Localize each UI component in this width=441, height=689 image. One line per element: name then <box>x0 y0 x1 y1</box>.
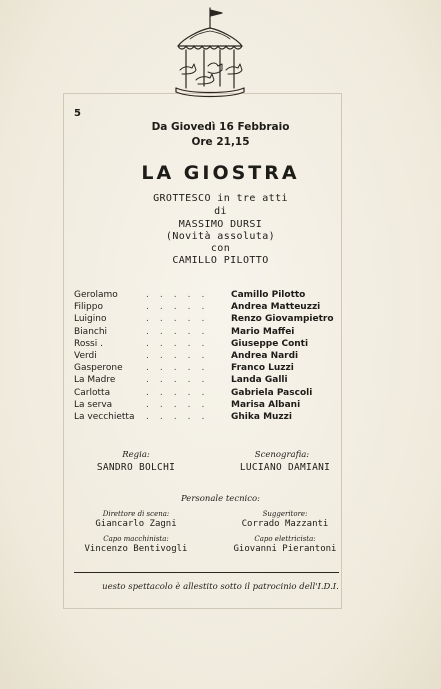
cast-dots: ..... <box>146 338 216 349</box>
footer-divider <box>74 572 339 573</box>
carousel-icon <box>170 4 250 100</box>
cast-list <box>74 290 344 424</box>
cast-role: Filippo <box>74 302 103 313</box>
cast-actor: Giuseppe Conti <box>231 338 309 349</box>
play-title: LA GIOSTRA <box>141 162 300 184</box>
direttore-label: Direttore di scena: <box>102 510 170 518</box>
cast-row <box>74 339 344 351</box>
cast-actor: Landa Galli <box>231 375 288 386</box>
cast-row <box>74 400 344 412</box>
cast-actor: Gabriela Pascoli <box>231 387 313 398</box>
cast-dots: ..... <box>146 326 216 337</box>
scenografia-label: Scenografia: <box>254 450 310 460</box>
cast-row <box>74 327 344 339</box>
cast-role: Carlotta <box>74 387 111 398</box>
direttore-name: Giancarlo Zagni <box>95 519 177 529</box>
genre-line: GROTTESCO in tre atti <box>153 193 288 204</box>
author-name: MASSIMO DURSI <box>178 219 263 230</box>
cast-role: Rossi . <box>74 338 103 349</box>
cast-actor: Marisa Albani <box>231 399 301 410</box>
cast-dots: ..... <box>146 399 216 410</box>
suggeritore-label: Suggeritore: <box>262 510 308 518</box>
cast-dots: ..... <box>146 290 216 300</box>
cast-dots: ..... <box>146 314 216 325</box>
cast-actor: Andrea Matteuzzi <box>231 302 321 313</box>
cast-row <box>74 388 344 400</box>
cast-row <box>74 412 344 424</box>
scenografia-name: LUCIANO DAMIANI <box>239 462 331 473</box>
regia-label: Regia: <box>122 450 150 460</box>
cast-role: La Madre <box>74 375 116 386</box>
cast-role: La serva <box>74 399 113 410</box>
cast-role: Bianchi <box>74 326 108 337</box>
novelty-line: (Novità assoluta) <box>165 231 276 242</box>
con-line: con <box>210 243 231 254</box>
cast-row <box>74 375 344 387</box>
cast-dots: ..... <box>146 302 216 313</box>
cast-role: Verdi <box>74 350 97 361</box>
cast-row <box>74 290 344 302</box>
cast-role: Gasperone <box>74 363 123 374</box>
cast-dots: ..... <box>146 375 216 386</box>
macchinista-name: Vincenzo Bentivogli <box>84 544 188 554</box>
page-number: 5 <box>74 108 81 119</box>
macchinista-label: Capo macchinista: <box>103 535 169 543</box>
cast-actor: Camillo Pilotto <box>231 290 306 300</box>
cast-actor: Andrea Nardi <box>231 350 299 361</box>
cast-dots: ..... <box>146 363 216 374</box>
star-name: CAMILLO PILOTTO <box>172 255 269 266</box>
performance-time: Ore 21,15 <box>191 136 250 148</box>
cast-dots: ..... <box>146 350 216 361</box>
cast-role: Gerolamo <box>74 290 118 300</box>
cast-row <box>74 302 344 314</box>
regia-name: SANDRO BOLCHI <box>96 462 176 473</box>
cast-role: Luigino <box>74 314 107 325</box>
cast-role: La vecchietta <box>74 411 135 422</box>
cast-row <box>74 363 344 375</box>
suggeritore-name: Corrado Mazzanti <box>241 519 329 529</box>
cast-actor: Franco Luzzi <box>231 363 294 374</box>
cast-actor: Ghika Muzzi <box>231 411 292 422</box>
cast-dots: ..... <box>146 387 216 398</box>
performance-date: Da Giovedì 16 Febbraio <box>151 121 290 133</box>
di-line: di <box>214 206 227 217</box>
cast-row <box>74 314 344 326</box>
elettricista-label: Capo elettricista: <box>254 535 316 543</box>
cast-actor: Renzo Giovampietro <box>231 314 334 325</box>
technical-heading: Personale tecnico: <box>180 494 261 504</box>
cast-dots: ..... <box>146 411 216 422</box>
footer-note: uesto spettacolo è allestito sotto il patrocinio dell'I.D.I. <box>102 582 339 592</box>
cast-actor: Mario Maffei <box>231 326 295 337</box>
cast-row <box>74 351 344 363</box>
elettricista-name: Giovanni Pierantoni <box>233 544 337 554</box>
